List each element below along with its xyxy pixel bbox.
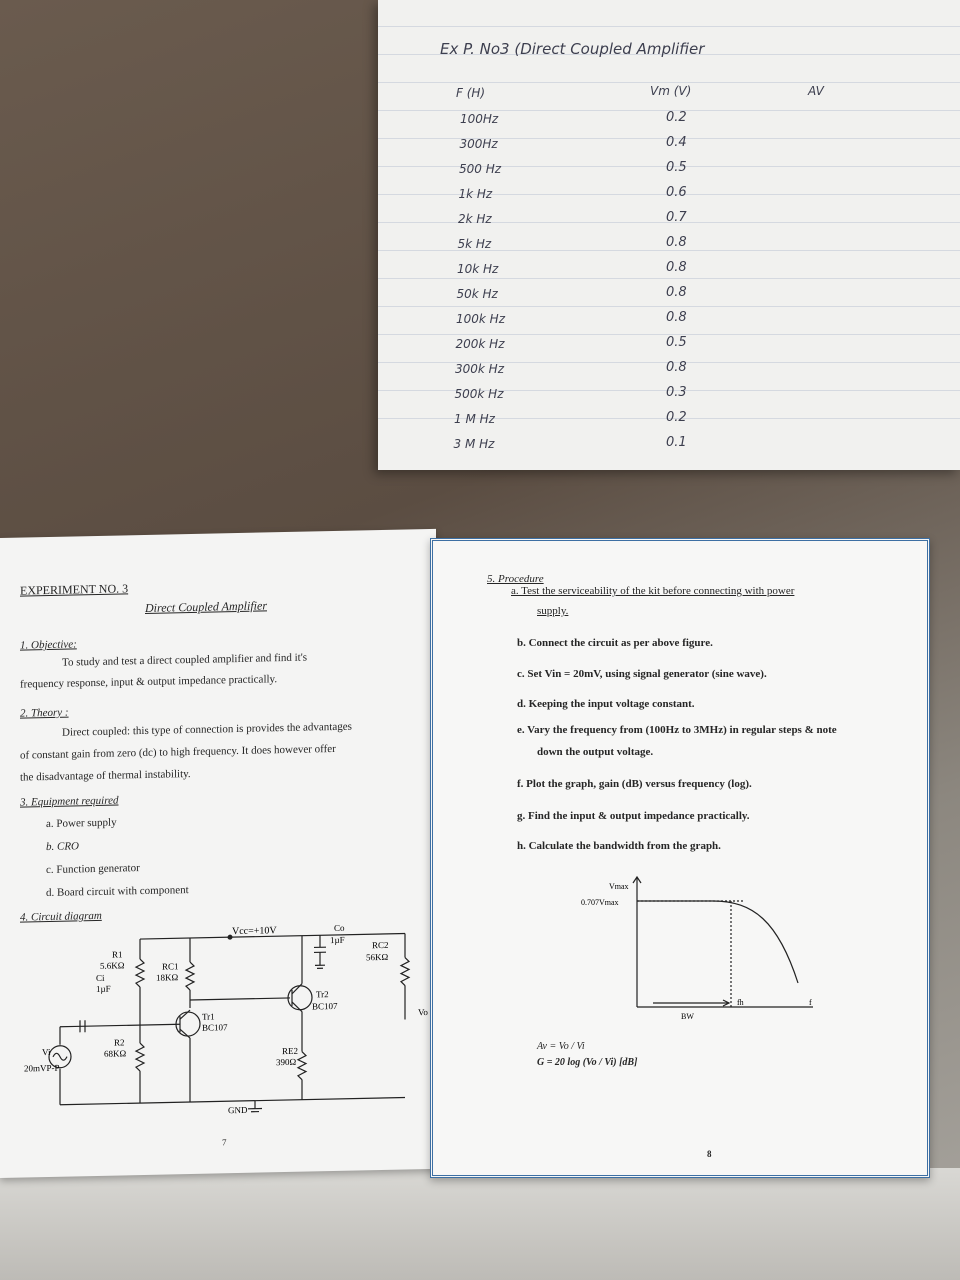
tr1-label: Tr1	[202, 1011, 215, 1022]
note-vm-value: 0.6	[666, 185, 687, 200]
experiment-title: Direct Coupled Amplifier	[145, 598, 267, 615]
theory-text-line-3: the disadvantage of thermal instability.	[20, 768, 191, 784]
note-frequency-value: 1 M Hz	[454, 412, 495, 426]
note-vm-value: 0.5	[666, 160, 687, 175]
vi-label: Vi	[42, 1046, 51, 1058]
note-frequency-value: 5k Hz	[457, 237, 492, 251]
equipment-item: d. Board circuit with component	[46, 884, 189, 900]
left-page-number: 7	[222, 1137, 227, 1148]
note-frequency-value: 3 M Hz	[453, 437, 495, 451]
rc2-value: 56KΩ	[365, 951, 389, 963]
gain-db-formula: G = 20 log (Vo / Vi) [dB]	[537, 1057, 638, 1068]
note-frequency-value: 300k Hz	[455, 362, 504, 376]
note-vm-value: 0.5	[666, 335, 687, 350]
note-title: Ex P. No3 (Direct Coupled Amplifier	[440, 40, 705, 58]
note-frequency-value: 1k Hz	[458, 187, 493, 201]
tr2-type: BC107	[312, 1000, 338, 1012]
gain-formula: Av = Vo / Vi	[537, 1041, 585, 1052]
re2-label: RE2	[282, 1045, 299, 1057]
equipment-item: c. Function generator	[46, 862, 140, 877]
objective-text-line-2: frequency response, input & output impedance practically.	[20, 673, 278, 691]
objective-heading: 1. Objective:	[20, 638, 77, 652]
note-vm-value: 0.8	[666, 235, 687, 250]
circuit-diagram	[20, 919, 430, 1128]
note-vm-value: 0.3	[666, 385, 687, 400]
theory-heading: 2. Theory :	[20, 706, 69, 720]
rc1-value: 18KΩ	[156, 972, 179, 983]
note-header-freq: F (H)	[456, 86, 486, 100]
procedure-step: h. Calculate the bandwidth from the graph.	[517, 840, 721, 852]
rc1-label: RC1	[162, 961, 179, 972]
r1-value: 5.6KΩ	[100, 960, 125, 971]
procedure-step: d. Keeping the input voltage constant.	[517, 698, 695, 710]
bw-label: BW	[681, 1012, 694, 1021]
co-label: Co	[333, 922, 345, 934]
table-surface	[0, 1168, 960, 1280]
vi-value: 20mVP-P	[24, 1062, 60, 1074]
frequency-response-graph	[573, 871, 823, 1031]
note-vm-value: 0.8	[666, 285, 687, 300]
procedure-step: supply.	[537, 605, 569, 617]
gnd-label: GND	[228, 1104, 248, 1116]
left-page	[0, 529, 436, 1178]
note-frequency-value: 100k Hz	[456, 312, 505, 326]
note-frequency-value: 500 Hz	[459, 162, 502, 176]
lab-booklet	[0, 462, 960, 1280]
right-page	[430, 538, 930, 1178]
ci-label: Ci	[95, 972, 105, 983]
procedure-step: b. Connect the circuit as per above figure.	[517, 637, 713, 649]
notebook-rule-line	[378, 278, 960, 279]
vo-label: Vo	[418, 1007, 428, 1018]
ci-value: 1µF	[95, 983, 111, 994]
note-vm-value: 0.7	[666, 210, 687, 225]
note-vm-value: 0.1	[666, 435, 687, 450]
note-frequency-value: 2k Hz	[458, 212, 492, 226]
v707-label: 0.707Vmax	[581, 898, 619, 907]
theory-text-line-1: Direct coupled: this type of connection is provides the advantages	[62, 720, 352, 739]
notebook-rule-line	[378, 82, 960, 83]
note-frequency-value: 200k Hz	[455, 337, 505, 351]
note-vm-value: 0.2	[666, 410, 687, 425]
f-label: f	[809, 998, 812, 1007]
procedure-step: e. Vary the frequency from (100Hz to 3MHz) in regular steps & note	[517, 724, 837, 736]
r2-label: R2	[114, 1037, 125, 1048]
rc2-label: RC2	[372, 939, 389, 951]
note-vm-value: 0.8	[666, 360, 687, 375]
note-frequency-value: 300Hz	[459, 137, 498, 151]
note-frequency-value: 100Hz	[460, 112, 499, 126]
equipment-item: b. CRO	[46, 840, 79, 854]
vcc-label: Vcc=+10V	[232, 925, 277, 938]
procedure-step: f. Plot the graph, gain (dB) versus frequency (log).	[517, 778, 752, 790]
objective-text-line-1: To study and test a direct coupled amplifier and find it's	[62, 651, 307, 669]
note-vm-value: 0.8	[666, 310, 687, 325]
note-vm-value: 0.8	[666, 260, 687, 275]
procedure-step: g. Find the input & output impedance practically.	[517, 810, 750, 822]
right-page-number: 8	[707, 1149, 712, 1159]
tr1-type: BC107	[202, 1022, 228, 1033]
notebook-rule-line	[378, 26, 960, 27]
procedure-step: down the output voltage.	[537, 746, 654, 758]
fh-label: fh	[737, 998, 744, 1007]
note-frequency-value: 10k Hz	[457, 262, 499, 276]
experiment-number: EXPERIMENT NO. 3	[20, 581, 129, 598]
procedure-step: a. Test the serviceability of the kit before connecting with power	[511, 585, 795, 597]
note-frequency-value: 500k Hz	[454, 387, 504, 401]
r1-label: R1	[111, 949, 123, 960]
note-header-vm: Vm (V)	[650, 84, 692, 98]
r2-value: 68KΩ	[104, 1048, 127, 1059]
handwritten-note-sheet	[378, 0, 960, 470]
note-frequency-value: 50k Hz	[456, 287, 498, 301]
note-vm-value: 0.2	[666, 110, 687, 125]
theory-text-line-2: of constant gain from zero (dc) to high frequency. It does however offer	[20, 742, 336, 762]
equipment-item: a. Power supply	[46, 816, 117, 831]
procedure-step: c. Set Vin = 20mV, using signal generator (sine wave).	[517, 668, 767, 680]
co-value: 1µF	[330, 934, 345, 946]
notebook-rule-line	[378, 306, 960, 307]
equipment-heading: 3. Equipment required	[20, 794, 119, 809]
tr2-label: Tr2	[316, 989, 329, 1000]
note-vm-value: 0.4	[666, 135, 687, 150]
vmax-label: Vmax	[609, 882, 629, 891]
procedure-heading: 5. Procedure	[487, 573, 544, 585]
note-header-av: AV	[808, 84, 824, 98]
circuit-heading: 4. Circuit diagram	[20, 909, 102, 924]
re2-value: 390Ω	[276, 1056, 297, 1068]
